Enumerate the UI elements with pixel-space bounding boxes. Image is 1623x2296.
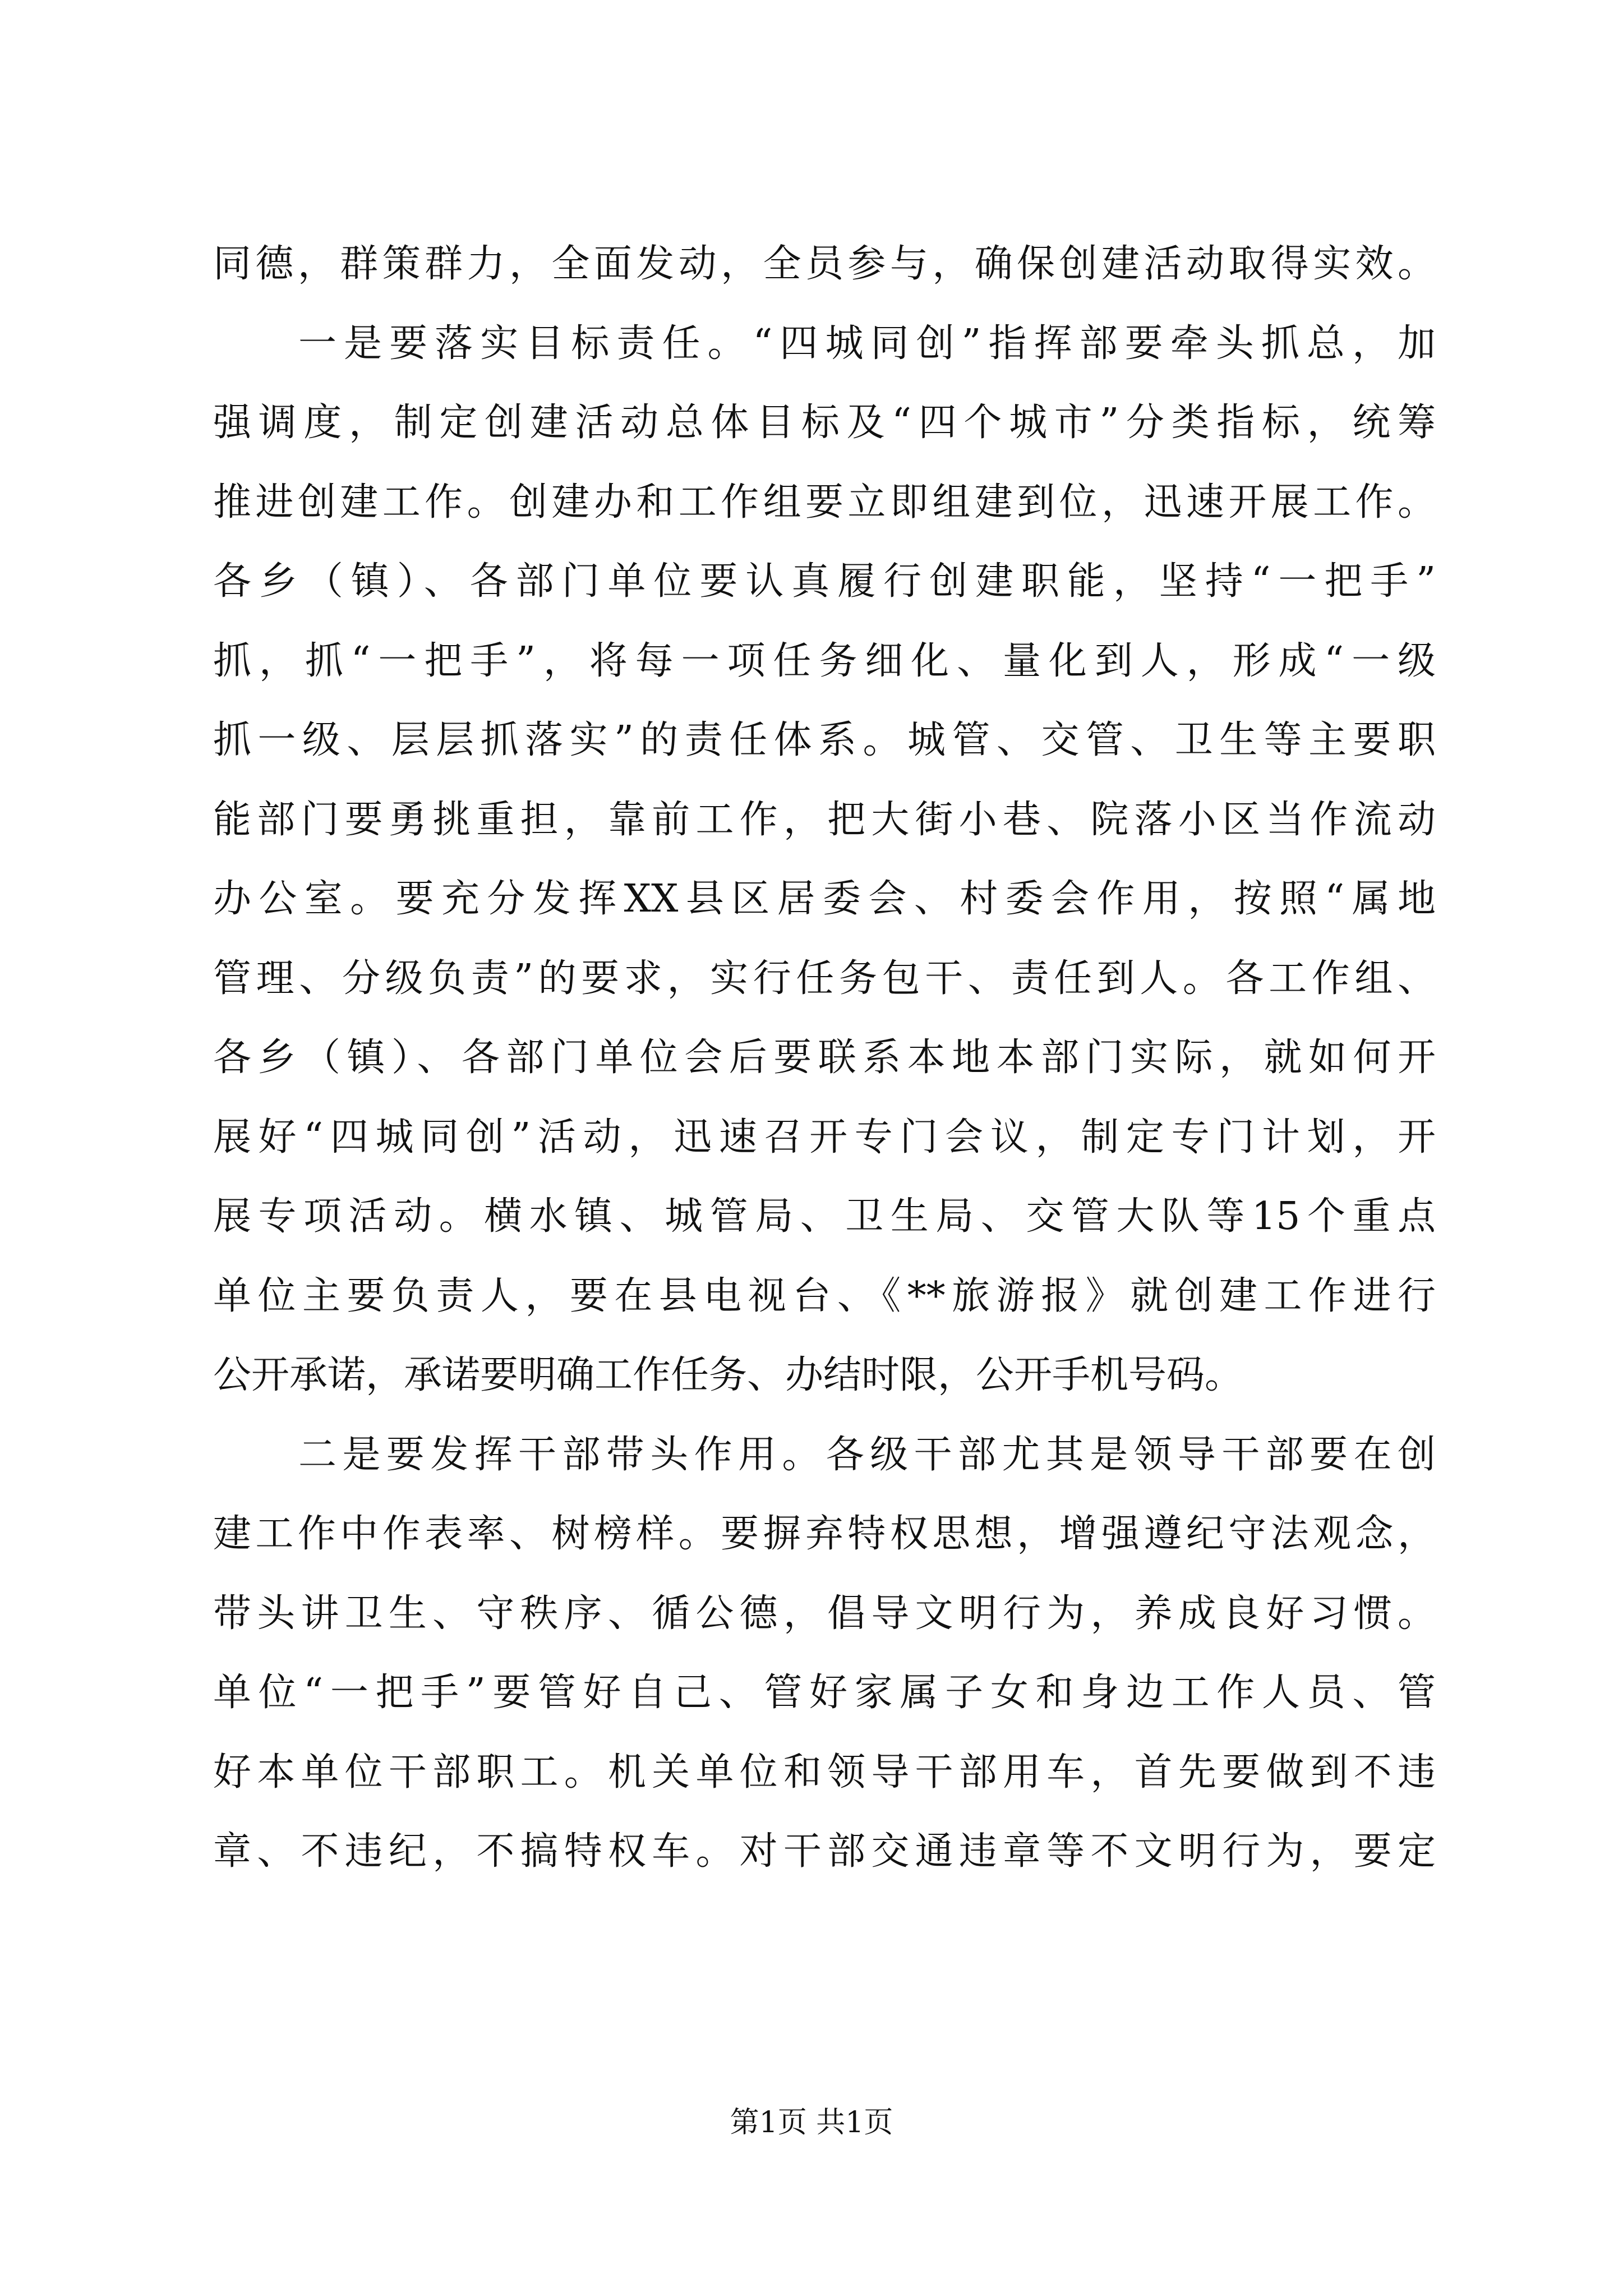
text-line: 抓一级、层层抓落实”的责任体系。城管、交管、卫生等主要职 xyxy=(213,718,1436,762)
text-line: 能部门要勇挑重担，靠前工作，把大街小巷、院落小区当作流动 xyxy=(213,797,1436,842)
paragraph-end-line: 公开承诺，承诺要明确工作任务、办结时限，公开手机号码。 xyxy=(213,1353,1243,1397)
text-line: 展专项活动。横水镇、城管局、卫生局、交管大队等15个重点 xyxy=(213,1194,1436,1239)
text-line: 单位“一把手”要管好自己、管好家属子女和身边工作人员、管 xyxy=(213,1671,1436,1715)
page-number-footer: 第1页 共1页 xyxy=(730,2106,893,2139)
text-line: 管理、分级负责”的要求，实行任务包干、责任到人。各工作组、 xyxy=(213,956,1436,1001)
text-line: 带头讲卫生、守秩序、循公德，倡导文明行为，养成良好习惯。 xyxy=(213,1591,1436,1636)
text-line: 各乡（镇）、各部门单位会后要联系本地本部门实际，就如何开 xyxy=(213,1036,1436,1080)
paragraph-start-line: 二是要发挥干部带头作用。各级干部尤其是领导干部要在创 xyxy=(298,1432,1436,1477)
text-line: 章、不违纪，不搞特权车。对干部交通违章等不文明行为，要定 xyxy=(213,1829,1436,1874)
text-line: 办公室。要充分发挥XX县区居委会、村委会作用，按照“属地 xyxy=(213,877,1436,921)
text-line: 展好“四城同创”活动，迅速召开专门会议，制定专门计划，开 xyxy=(213,1115,1436,1159)
text-line: 强调度，制定创建活动总体目标及“四个城市”分类指标，统筹 xyxy=(213,401,1436,445)
text-line: 各乡（镇）、各部门单位要认真履行创建职能，坚持“一把手” xyxy=(213,559,1436,604)
text-line: 建工作中作表率、树榜样。要摒弃特权思想，增强遵纪守法观念， xyxy=(213,1512,1436,1556)
paragraph-start-line: 一是要落实目标责任。“四城同创”指挥部要牵头抓总，加 xyxy=(298,321,1436,366)
document-body xyxy=(213,224,1436,1892)
text-line: 好本单位干部职工。机关单位和领导干部用车，首先要做到不违 xyxy=(213,1750,1436,1795)
text-line: 同德，群策群力，全面发动，全员参与，确保创建活动取得实效。 xyxy=(213,242,1436,286)
text-line: 抓，抓“一把手”，将每一项任务细化、量化到人，形成“一级 xyxy=(213,638,1436,683)
text-line: 单位主要负责人，要在县电视台、《**旅游报》就创建工作进行 xyxy=(213,1273,1436,1318)
text-line: 推进创建工作。创建办和工作组要立即组建到位，迅速开展工作。 xyxy=(213,480,1436,524)
